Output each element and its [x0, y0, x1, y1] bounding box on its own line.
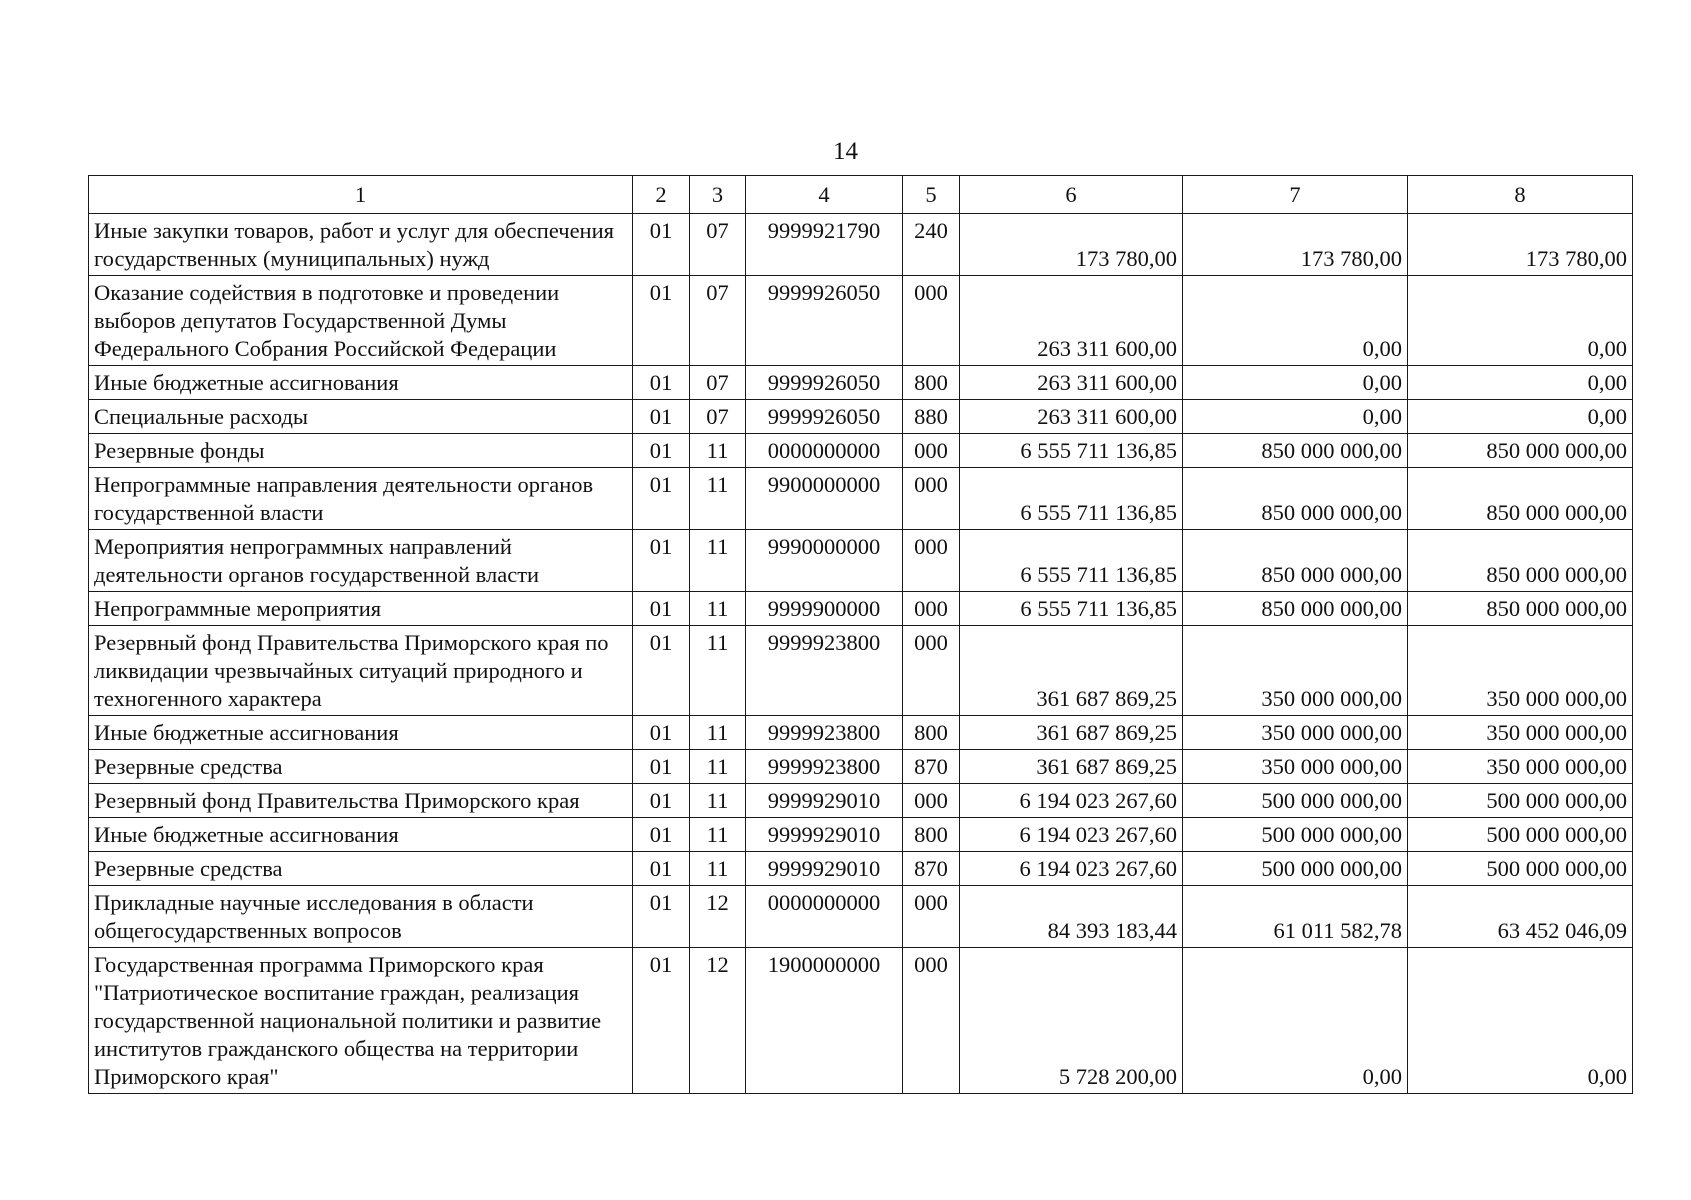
row-subsection-cell: 07 [690, 214, 746, 276]
row-subsection-cell: 11 [690, 530, 746, 592]
row-amount-3-cell: 850 000 000,00 [1408, 592, 1633, 626]
row-amount-2-cell: 173 780,00 [1183, 214, 1408, 276]
table-row [89, 886, 1633, 948]
row-section-cell: 01 [633, 750, 690, 784]
row-target-article-cell: 9999926050 [746, 366, 903, 400]
row-expense-type-cell: 000 [903, 468, 960, 530]
table-row [89, 214, 1633, 276]
header-col-6: 6 [960, 176, 1183, 214]
row-amount-1-cell: 5 728 200,00 [960, 948, 1183, 1094]
row-expense-type-cell: 870 [903, 852, 960, 886]
row-target-article-cell: 9999926050 [746, 400, 903, 434]
header-col-4: 4 [746, 176, 903, 214]
row-target-article-cell: 9990000000 [746, 530, 903, 592]
row-amount-1-cell: 361 687 869,25 [960, 750, 1183, 784]
row-section-cell: 01 [633, 276, 690, 366]
row-expense-type-cell: 880 [903, 400, 960, 434]
row-section-cell: 01 [633, 434, 690, 468]
row-expense-type-cell: 000 [903, 626, 960, 716]
row-amount-3-cell: 0,00 [1408, 366, 1633, 400]
row-name-cell: Иные бюджетные ассигнования [89, 818, 633, 852]
row-amount-3-cell: 63 452 046,09 [1408, 886, 1633, 948]
header-col-2: 2 [633, 176, 690, 214]
row-amount-1-cell: 263 311 600,00 [960, 366, 1183, 400]
table-row [89, 948, 1633, 1094]
row-amount-2-cell: 0,00 [1183, 948, 1408, 1094]
row-name-cell: Оказание содействия в подготовке и проведении выборов депутатов Государственной Думы Федерального Собрания Российской Федерации [89, 276, 633, 366]
table-row [89, 716, 1633, 750]
row-amount-3-cell: 500 000 000,00 [1408, 852, 1633, 886]
row-target-article-cell: 0000000000 [746, 434, 903, 468]
row-subsection-cell: 12 [690, 886, 746, 948]
row-section-cell: 01 [633, 214, 690, 276]
row-amount-1-cell: 6 555 711 136,85 [960, 592, 1183, 626]
row-name-cell: Прикладные научные исследования в области общегосударственных вопросов [89, 886, 633, 948]
row-subsection-cell: 11 [690, 818, 746, 852]
row-expense-type-cell: 000 [903, 530, 960, 592]
row-amount-3-cell: 0,00 [1408, 400, 1633, 434]
row-expense-type-cell: 870 [903, 750, 960, 784]
row-section-cell: 01 [633, 626, 690, 716]
row-section-cell: 01 [633, 818, 690, 852]
row-amount-2-cell: 850 000 000,00 [1183, 530, 1408, 592]
table-row [89, 750, 1633, 784]
row-subsection-cell: 11 [690, 750, 746, 784]
row-section-cell: 01 [633, 468, 690, 530]
row-amount-1-cell: 6 194 023 267,60 [960, 784, 1183, 818]
row-name-cell: Резервный фонд Правительства Приморского края по ликвидации чрезвычайных ситуаций природного и техногенного характера [89, 626, 633, 716]
page-number: 14 [833, 138, 858, 165]
row-section-cell: 01 [633, 400, 690, 434]
row-target-article-cell: 9999923800 [746, 626, 903, 716]
row-amount-1-cell: 6 194 023 267,60 [960, 852, 1183, 886]
row-amount-1-cell: 6 555 711 136,85 [960, 468, 1183, 530]
row-name-cell: Иные бюджетные ассигнования [89, 366, 633, 400]
row-target-article-cell: 1900000000 [746, 948, 903, 1094]
row-amount-1-cell: 6 555 711 136,85 [960, 530, 1183, 592]
row-section-cell: 01 [633, 784, 690, 818]
row-name-cell: Непрограммные направления деятельности органов государственной власти [89, 468, 633, 530]
row-amount-2-cell: 350 000 000,00 [1183, 626, 1408, 716]
row-amount-3-cell: 850 000 000,00 [1408, 530, 1633, 592]
row-amount-3-cell: 173 780,00 [1408, 214, 1633, 276]
row-amount-3-cell: 350 000 000,00 [1408, 716, 1633, 750]
row-subsection-cell: 11 [690, 626, 746, 716]
row-target-article-cell: 9999929010 [746, 818, 903, 852]
row-amount-3-cell: 500 000 000,00 [1408, 818, 1633, 852]
row-name-cell: Иные закупки товаров, работ и услуг для обеспечения государственных (муниципальных) нужд [89, 214, 633, 276]
row-subsection-cell: 11 [690, 468, 746, 530]
row-name-cell: Иные бюджетные ассигнования [89, 716, 633, 750]
row-subsection-cell: 11 [690, 592, 746, 626]
row-amount-1-cell: 361 687 869,25 [960, 716, 1183, 750]
row-amount-1-cell: 263 311 600,00 [960, 276, 1183, 366]
row-amount-3-cell: 350 000 000,00 [1408, 626, 1633, 716]
row-subsection-cell: 07 [690, 276, 746, 366]
table-row [89, 784, 1633, 818]
row-name-cell: Резервные средства [89, 852, 633, 886]
header-col-7: 7 [1183, 176, 1408, 214]
row-name-cell: Непрограммные мероприятия [89, 592, 633, 626]
table-row [89, 818, 1633, 852]
row-target-article-cell: 9999923800 [746, 750, 903, 784]
row-target-article-cell: 9999929010 [746, 784, 903, 818]
header-col-5: 5 [903, 176, 960, 214]
row-expense-type-cell: 800 [903, 716, 960, 750]
row-amount-3-cell: 0,00 [1408, 276, 1633, 366]
table-header [89, 176, 1633, 214]
table-body [89, 214, 1633, 1094]
row-amount-1-cell: 6 555 711 136,85 [960, 434, 1183, 468]
row-section-cell: 01 [633, 366, 690, 400]
row-expense-type-cell: 800 [903, 818, 960, 852]
row-amount-2-cell: 0,00 [1183, 400, 1408, 434]
row-section-cell: 01 [633, 948, 690, 1094]
row-amount-2-cell: 850 000 000,00 [1183, 468, 1408, 530]
row-expense-type-cell: 000 [903, 948, 960, 1094]
row-amount-2-cell: 0,00 [1183, 276, 1408, 366]
header-row [89, 176, 1633, 214]
table-row [89, 434, 1633, 468]
row-expense-type-cell: 000 [903, 276, 960, 366]
row-subsection-cell: 12 [690, 948, 746, 1094]
header-col-1: 1 [89, 176, 633, 214]
table-row [89, 852, 1633, 886]
row-section-cell: 01 [633, 852, 690, 886]
row-name-cell: Резервный фонд Правительства Приморского края [89, 784, 633, 818]
row-target-article-cell: 0000000000 [746, 886, 903, 948]
header-col-3: 3 [690, 176, 746, 214]
table-row [89, 626, 1633, 716]
row-section-cell: 01 [633, 530, 690, 592]
row-expense-type-cell: 000 [903, 886, 960, 948]
row-amount-2-cell: 500 000 000,00 [1183, 784, 1408, 818]
row-expense-type-cell: 000 [903, 592, 960, 626]
row-amount-3-cell: 0,00 [1408, 948, 1633, 1094]
row-amount-2-cell: 350 000 000,00 [1183, 716, 1408, 750]
row-amount-1-cell: 263 311 600,00 [960, 400, 1183, 434]
row-subsection-cell: 11 [690, 784, 746, 818]
row-amount-2-cell: 500 000 000,00 [1183, 818, 1408, 852]
row-target-article-cell: 9900000000 [746, 468, 903, 530]
row-amount-3-cell: 350 000 000,00 [1408, 750, 1633, 784]
header-col-8: 8 [1408, 176, 1633, 214]
table-row [89, 276, 1633, 366]
row-subsection-cell: 07 [690, 400, 746, 434]
row-name-cell: Мероприятия непрограммных направлений деятельности органов государственной власти [89, 530, 633, 592]
row-expense-type-cell: 000 [903, 784, 960, 818]
budget-table [88, 175, 1633, 1094]
table-row [89, 592, 1633, 626]
row-amount-2-cell: 350 000 000,00 [1183, 750, 1408, 784]
table-row [89, 530, 1633, 592]
table-row [89, 400, 1633, 434]
row-expense-type-cell: 000 [903, 434, 960, 468]
row-name-cell: Специальные расходы [89, 400, 633, 434]
row-amount-1-cell: 6 194 023 267,60 [960, 818, 1183, 852]
row-amount-1-cell: 361 687 869,25 [960, 626, 1183, 716]
row-amount-2-cell: 0,00 [1183, 366, 1408, 400]
table-row [89, 468, 1633, 530]
row-target-article-cell: 9999926050 [746, 276, 903, 366]
row-expense-type-cell: 240 [903, 214, 960, 276]
row-subsection-cell: 07 [690, 366, 746, 400]
row-target-article-cell: 9999921790 [746, 214, 903, 276]
row-section-cell: 01 [633, 592, 690, 626]
row-section-cell: 01 [633, 886, 690, 948]
row-amount-2-cell: 500 000 000,00 [1183, 852, 1408, 886]
row-amount-3-cell: 850 000 000,00 [1408, 468, 1633, 530]
row-subsection-cell: 11 [690, 852, 746, 886]
row-amount-2-cell: 850 000 000,00 [1183, 592, 1408, 626]
row-target-article-cell: 9999923800 [746, 716, 903, 750]
row-target-article-cell: 9999929010 [746, 852, 903, 886]
row-amount-1-cell: 84 393 183,44 [960, 886, 1183, 948]
table-row [89, 366, 1633, 400]
row-expense-type-cell: 800 [903, 366, 960, 400]
row-subsection-cell: 11 [690, 434, 746, 468]
row-amount-2-cell: 61 011 582,78 [1183, 886, 1408, 948]
row-name-cell: Государственная программа Приморского края "Патриотическое воспитание граждан, реализация государственной национальной политики и развитие институтов гражданского общества на территории Приморского края" [89, 948, 633, 1094]
row-target-article-cell: 9999900000 [746, 592, 903, 626]
row-name-cell: Резервные средства [89, 750, 633, 784]
row-name-cell: Резервные фонды [89, 434, 633, 468]
row-amount-1-cell: 173 780,00 [960, 214, 1183, 276]
row-amount-2-cell: 850 000 000,00 [1183, 434, 1408, 468]
row-section-cell: 01 [633, 716, 690, 750]
row-subsection-cell: 11 [690, 716, 746, 750]
row-amount-3-cell: 850 000 000,00 [1408, 434, 1633, 468]
row-amount-3-cell: 500 000 000,00 [1408, 784, 1633, 818]
